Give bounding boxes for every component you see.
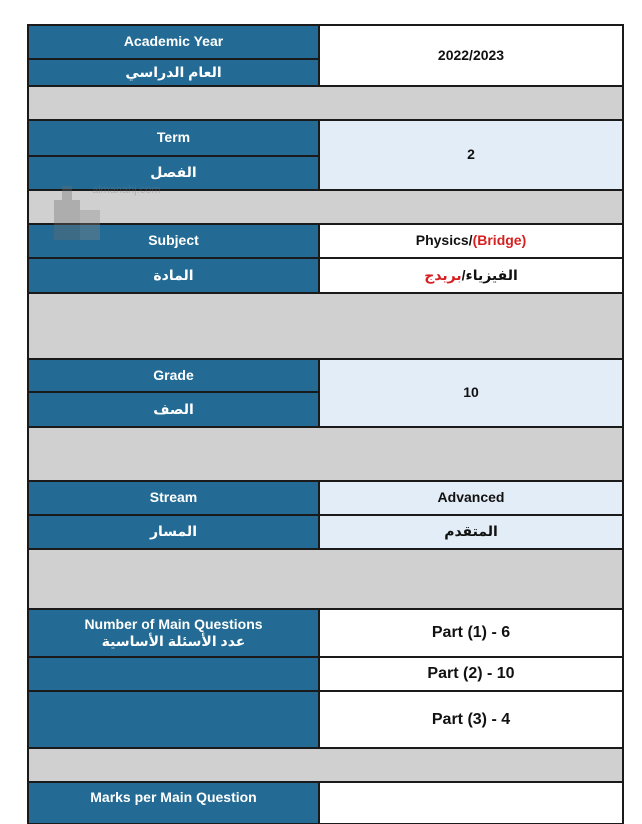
grade-label-ar: الصف [29,393,318,426]
academic-year-label-ar: العام الدراسي [29,60,318,85]
info-table [27,24,624,824]
stream-label-ar: المسار [29,516,318,548]
part-1-value: Part (1) - 6 [320,610,622,656]
spacer-row [29,749,622,781]
spacer-row [29,428,622,480]
watermark-text: almanahj.com [92,184,161,196]
part-2-value: Part (2) - 10 [320,658,622,690]
subject-value-en [320,225,622,257]
term-label-en: Term [29,121,318,155]
term-label-ar: الفصل [29,157,318,189]
spacer-row [29,87,622,119]
academic-year-value: 2022/2023 [320,26,622,85]
main-questions-label-blank [29,658,318,690]
subject-value-ar-wrap [424,267,518,285]
spacer-row [29,191,622,223]
stream-value-ar: المتقدم [320,516,622,548]
subject-label-en: Subject [29,225,318,257]
stream-value-en: Advanced [320,482,622,514]
term-value: 2 [320,121,622,189]
main-questions-label-en: Number of Main Questions [84,615,263,632]
spacer-row [29,550,622,608]
subject-value-ar-main: الفيزياء/ [461,266,518,283]
stream-label-en: Stream [29,482,318,514]
marks-value [320,783,622,823]
spacer-row [29,294,622,358]
grade-label-en: Grade [29,360,318,391]
grade-value: 10 [320,360,622,426]
academic-year-label-en: Academic Year [29,26,318,58]
main-questions-label-ar: عدد الأسئلة الأساسية [101,633,246,649]
subject-value-en-main: Physics/ [415,232,473,249]
subject-label-ar: المادة [29,259,318,292]
part-3-value: Part (3) - 4 [320,692,622,747]
main-questions-label-blank [29,692,318,747]
main-questions-label [29,610,318,656]
subject-value-en-highlight: (Bridge) [472,232,527,249]
subject-value-ar [320,259,622,292]
marks-label-en: Marks per Main Question [29,783,318,823]
subject-value-ar-highlight: بريدج [424,266,462,283]
